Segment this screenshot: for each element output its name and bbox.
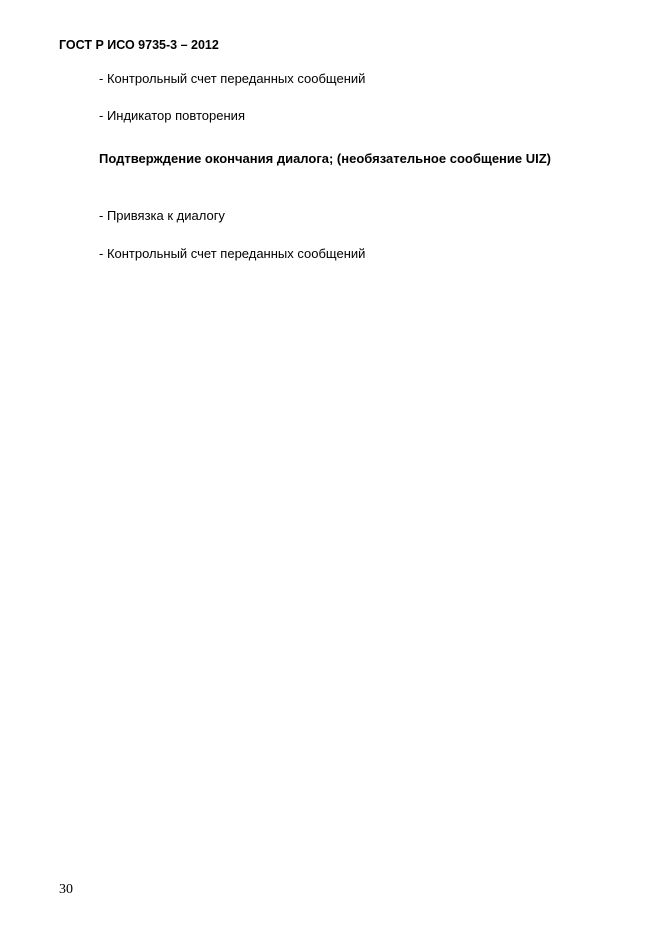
page-number: 30 <box>59 882 73 897</box>
list-item: - Индикатор повторения <box>99 108 245 123</box>
list-item: - Привязка к диалогу <box>99 208 225 223</box>
section-heading: Подтверждение окончания диалога; (необязательное сообщение UIZ) <box>99 151 552 166</box>
list-item: - Контрольный счет переданных сообщений <box>99 246 366 261</box>
document-header: ГОСТ Р ИСО 9735-3 – 2012 <box>59 38 219 52</box>
list-item: - Контрольный счет переданных сообщений <box>99 71 366 86</box>
